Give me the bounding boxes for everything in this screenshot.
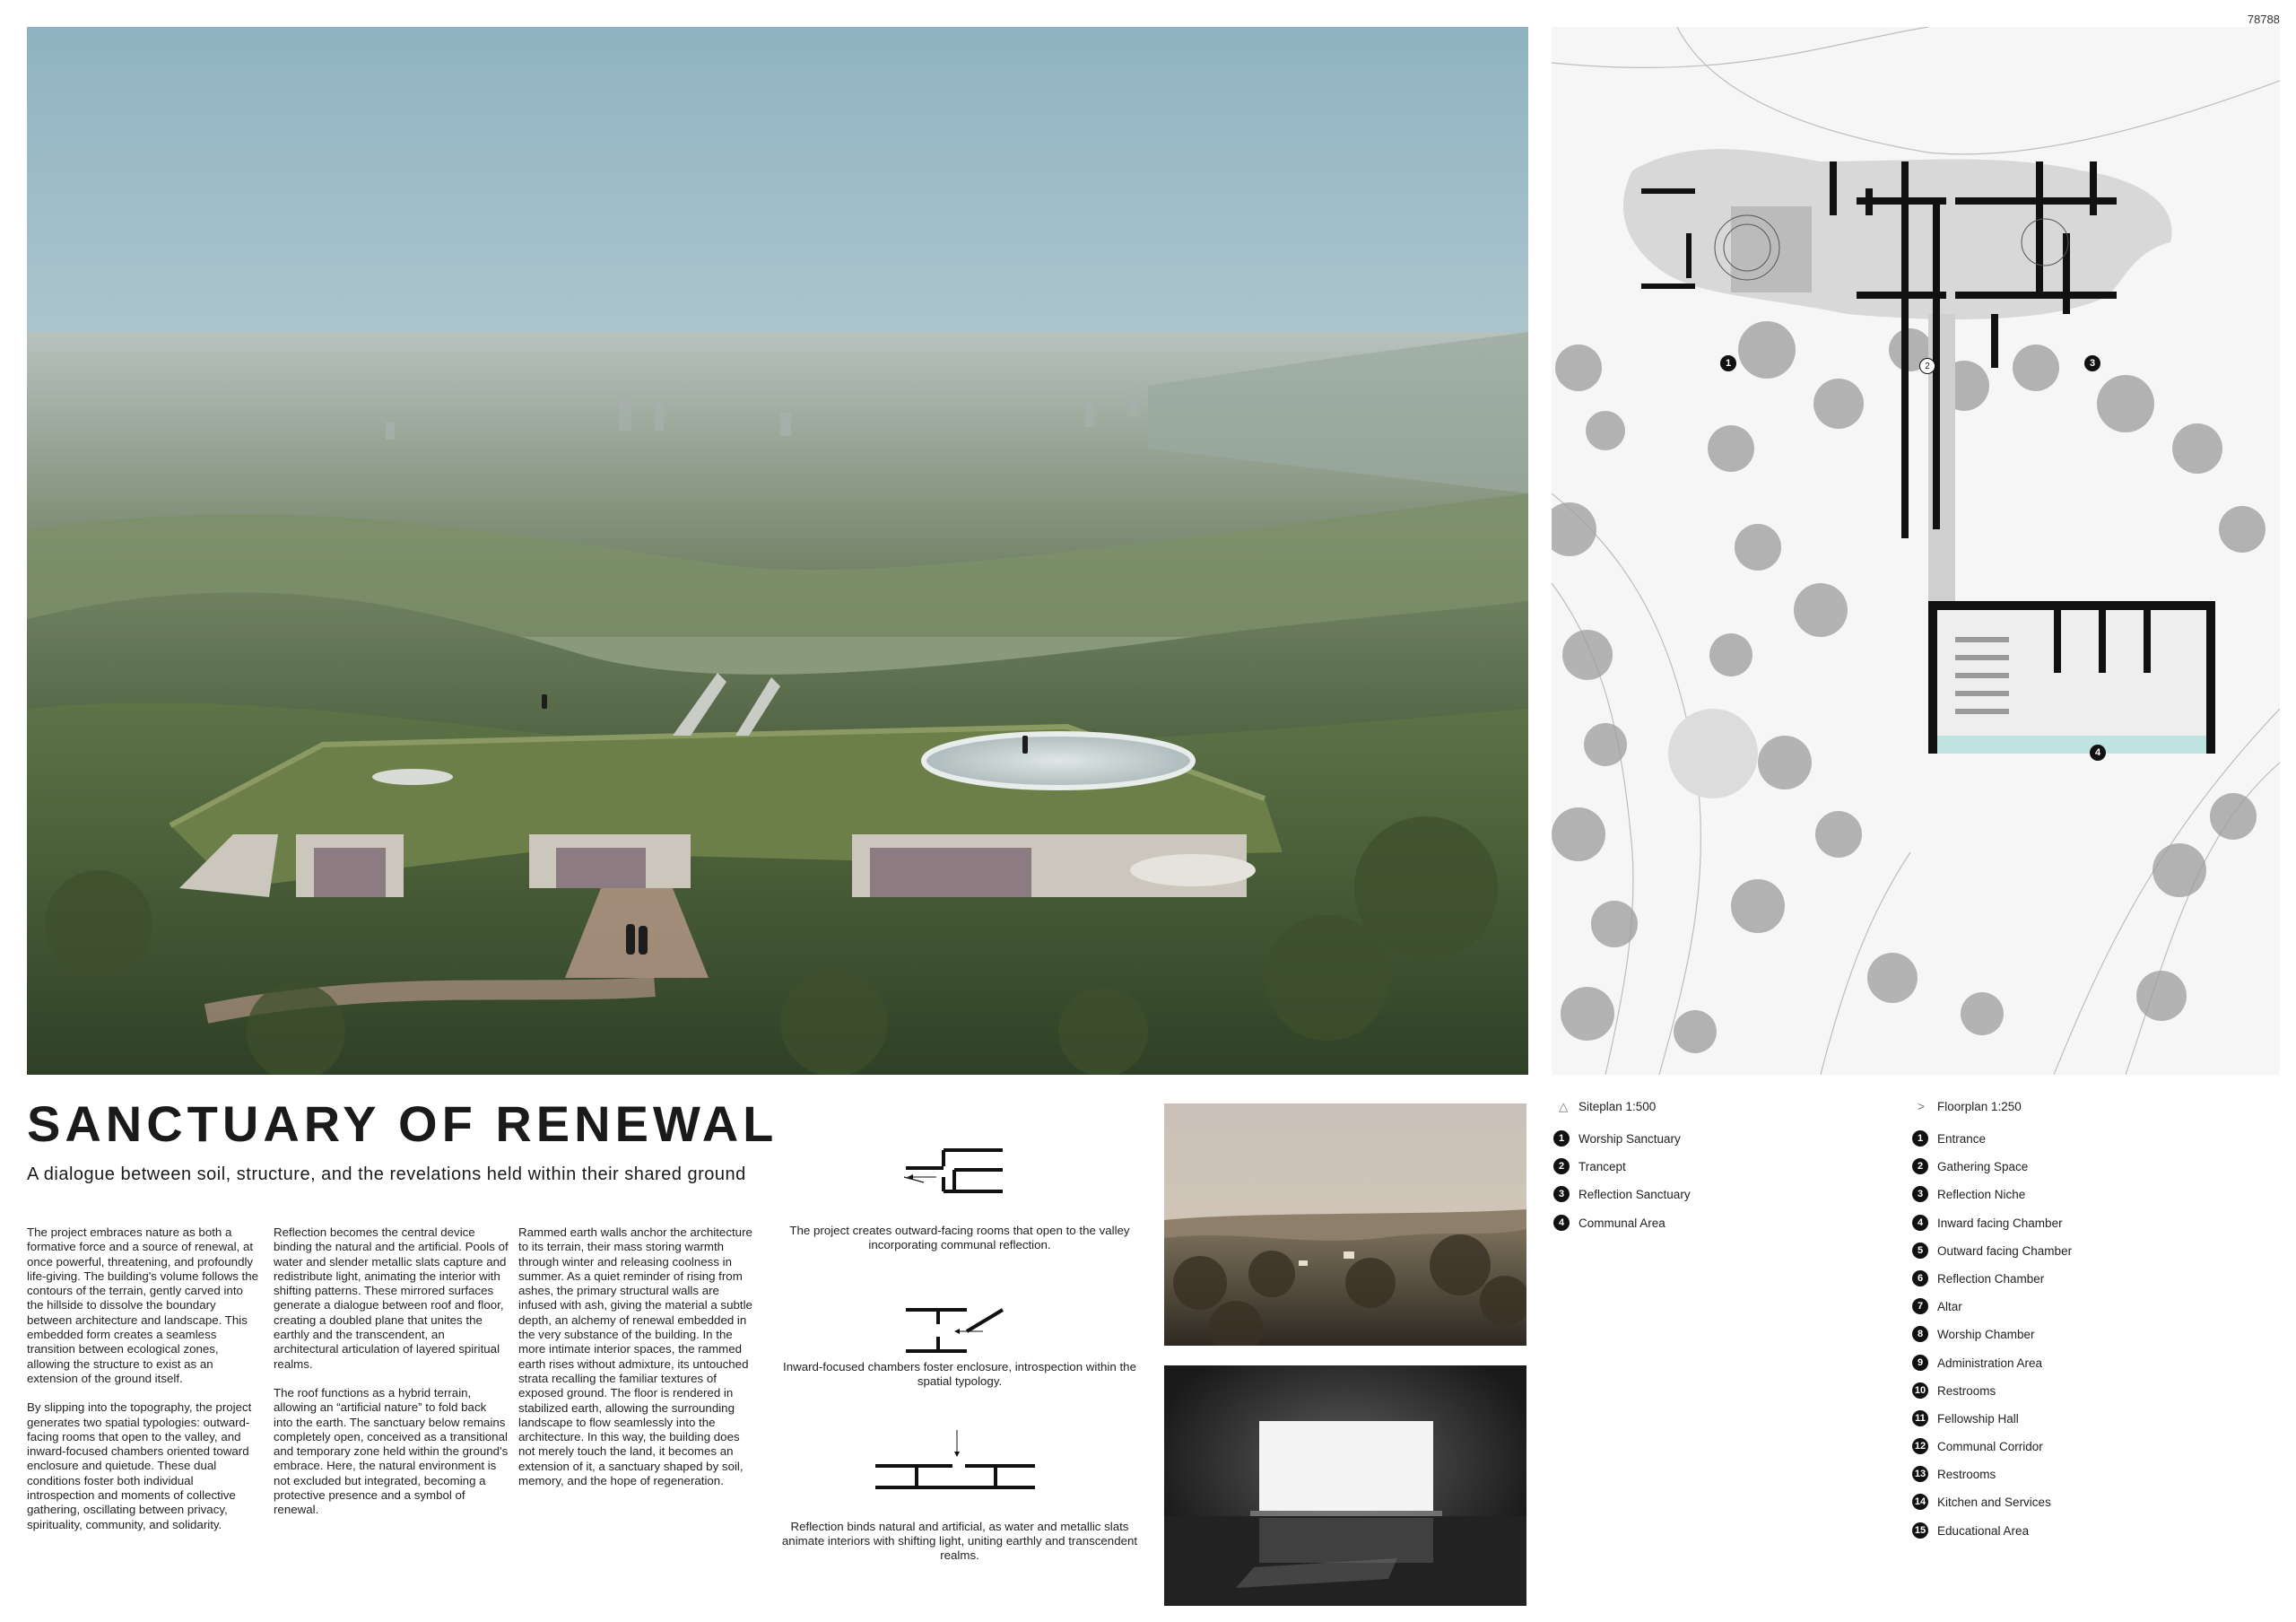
legend-item: 10 Restrooms xyxy=(1912,1384,2072,1412)
paragraph: The project embraces nature as both a formative force and a source of renewal, at once powerful, threatening, and profoundly life-giving. The building's volume follows the contours of the terrain, gently carved into the hillside to dissolve the boundary between architecture and landscape. This embedded form creates a seamless transition between ecological zones, allowing the structure to exist as an extension of the ground itself. xyxy=(27,1225,259,1385)
legend-item: 1 Worship Sanctuary xyxy=(1553,1132,1691,1160)
diagram-caption-1: The project creates outward-facing rooms that open to the valley incorporating communal reflection. xyxy=(789,1224,1130,1251)
sheet-code: 78788 xyxy=(2247,13,2280,26)
legend-item: 2 Trancept xyxy=(1553,1160,1691,1188)
floorplan-title: Floorplan 1:250 xyxy=(1937,1100,2022,1113)
valley-photo xyxy=(1164,1103,1526,1346)
legend-item: 4 Inward facing Chamber xyxy=(1912,1216,2072,1244)
legend-item: 3 Reflection Niche xyxy=(1912,1188,2072,1216)
siteplan-heading xyxy=(1559,1100,1656,1114)
diagram-outward-facing xyxy=(897,1141,1022,1213)
hero-render-image xyxy=(27,27,1528,1075)
page-subtitle: A dialogue between soil, structure, and the revelations held within their shared ground xyxy=(27,1164,746,1184)
legend-item: 15 Educational Area xyxy=(1912,1524,2072,1552)
legend-item: 8 Worship Chamber xyxy=(1912,1328,2072,1356)
floorplan-heading xyxy=(1918,1100,2022,1113)
legend-item: 3 Reflection Sanctuary xyxy=(1553,1188,1691,1216)
north-arrow-icon: △ xyxy=(1559,1100,1569,1113)
paragraph: The roof functions as a hybrid terrain, allowing an “artificial nature” to fold back into the earth. The sanctuary below remains completely open, conceived as a transitional and temporary zone held within the ground's embrace. Here, the natural environment is not excluded but integrated, becoming a protective presence and a symbol of renewal. xyxy=(274,1385,509,1517)
paragraph: Rammed earth walls anchor the architecture to its terrain, their mass storing warmth through winter and releasing coolness in summer. As a quiet reminder of rising from ashes, the primary structural walls are infused with ash, giving the material a subtle depth, an alchemy of renewal embedded in the very substance of the building. In the more intimate interior spaces, the rammed earth rises without admixture, its untouched strata recalling the familiar textures of exposed ground. The floor is rendered in stabilized earth, allowing the surrounding landscape to flow seamlessly into the architecture. In this way, the building does not merely touch the land, it becomes an extension of it, a sanctuary shaped by soil, memory, and the hope of regeneration. xyxy=(518,1225,752,1488)
siteplan-title: Siteplan 1:500 xyxy=(1578,1100,1657,1113)
diagram-caption-2: Inward-focused chambers foster enclosure, introspection within the spatial typology. xyxy=(783,1360,1136,1388)
direction-arrow-icon: > xyxy=(1918,1100,1925,1113)
text-column-2 xyxy=(274,1225,509,1532)
floorplan-legend xyxy=(1912,1132,2072,1552)
legend-item: 2 Gathering Space xyxy=(1912,1160,2072,1188)
text-column-1 xyxy=(27,1225,262,1547)
text-column-3 xyxy=(518,1225,753,1503)
page-title: SANCTUARY OF RENEWAL xyxy=(27,1095,778,1152)
legend-item: 7 Altar xyxy=(1912,1300,2072,1328)
interior-light-photo xyxy=(1164,1365,1526,1606)
diagram-caption-3: Reflection binds natural and artificial, as water and metallic slats animate interiors with shifting light, uniting earthly and transcendent realms. xyxy=(781,1520,1138,1562)
legend-item: 5 Outward facing Chamber xyxy=(1912,1244,2072,1272)
legend-item: 12 Communal Corridor xyxy=(1912,1440,2072,1468)
diagram-reflection xyxy=(872,1425,1042,1496)
legend-item: 14 Kitchen and Services xyxy=(1912,1496,2072,1523)
site-plan-drawing xyxy=(1552,27,2280,1075)
plan-marker-1: 1 xyxy=(1720,355,1736,371)
diagram-inward-focused xyxy=(897,1303,1022,1365)
paragraph: Reflection becomes the central device binding the natural and the artificial. Pools of water and slender metallic slats capture and redistribute light, animating the interior with shifting patterns. These mirrored surfaces generate a dialogue between roof and floor, creating a doubled plane that unites the earthly and the transcendent, an architectural articulation of layered spiritual realms. xyxy=(274,1225,509,1371)
legend-item: 9 Administration Area xyxy=(1912,1356,2072,1384)
siteplan-legend xyxy=(1553,1132,1691,1244)
plan-marker-3: 3 xyxy=(2084,355,2100,371)
legend-item: 11 Fellowship Hall xyxy=(1912,1412,2072,1440)
legend-item: 13 Restrooms xyxy=(1912,1468,2072,1496)
legend-item: 4 Communal Area xyxy=(1553,1216,1691,1244)
legend-item: 1 Entrance xyxy=(1912,1132,2072,1160)
plan-marker-2: 2 xyxy=(1919,358,1935,374)
plan-marker-4: 4 xyxy=(2090,745,2106,761)
paragraph: By slipping into the topography, the project generates two spatial typologies: outward-facing rooms that open to the valley, and inward-focused chambers oriented toward enclosure and quietude. These dual conditions foster both individual introspection and moments of collective gathering, oscillating between privacy, spirituality, community, and solidarity. xyxy=(27,1400,252,1531)
legend-item: 6 Reflection Chamber xyxy=(1912,1272,2072,1300)
